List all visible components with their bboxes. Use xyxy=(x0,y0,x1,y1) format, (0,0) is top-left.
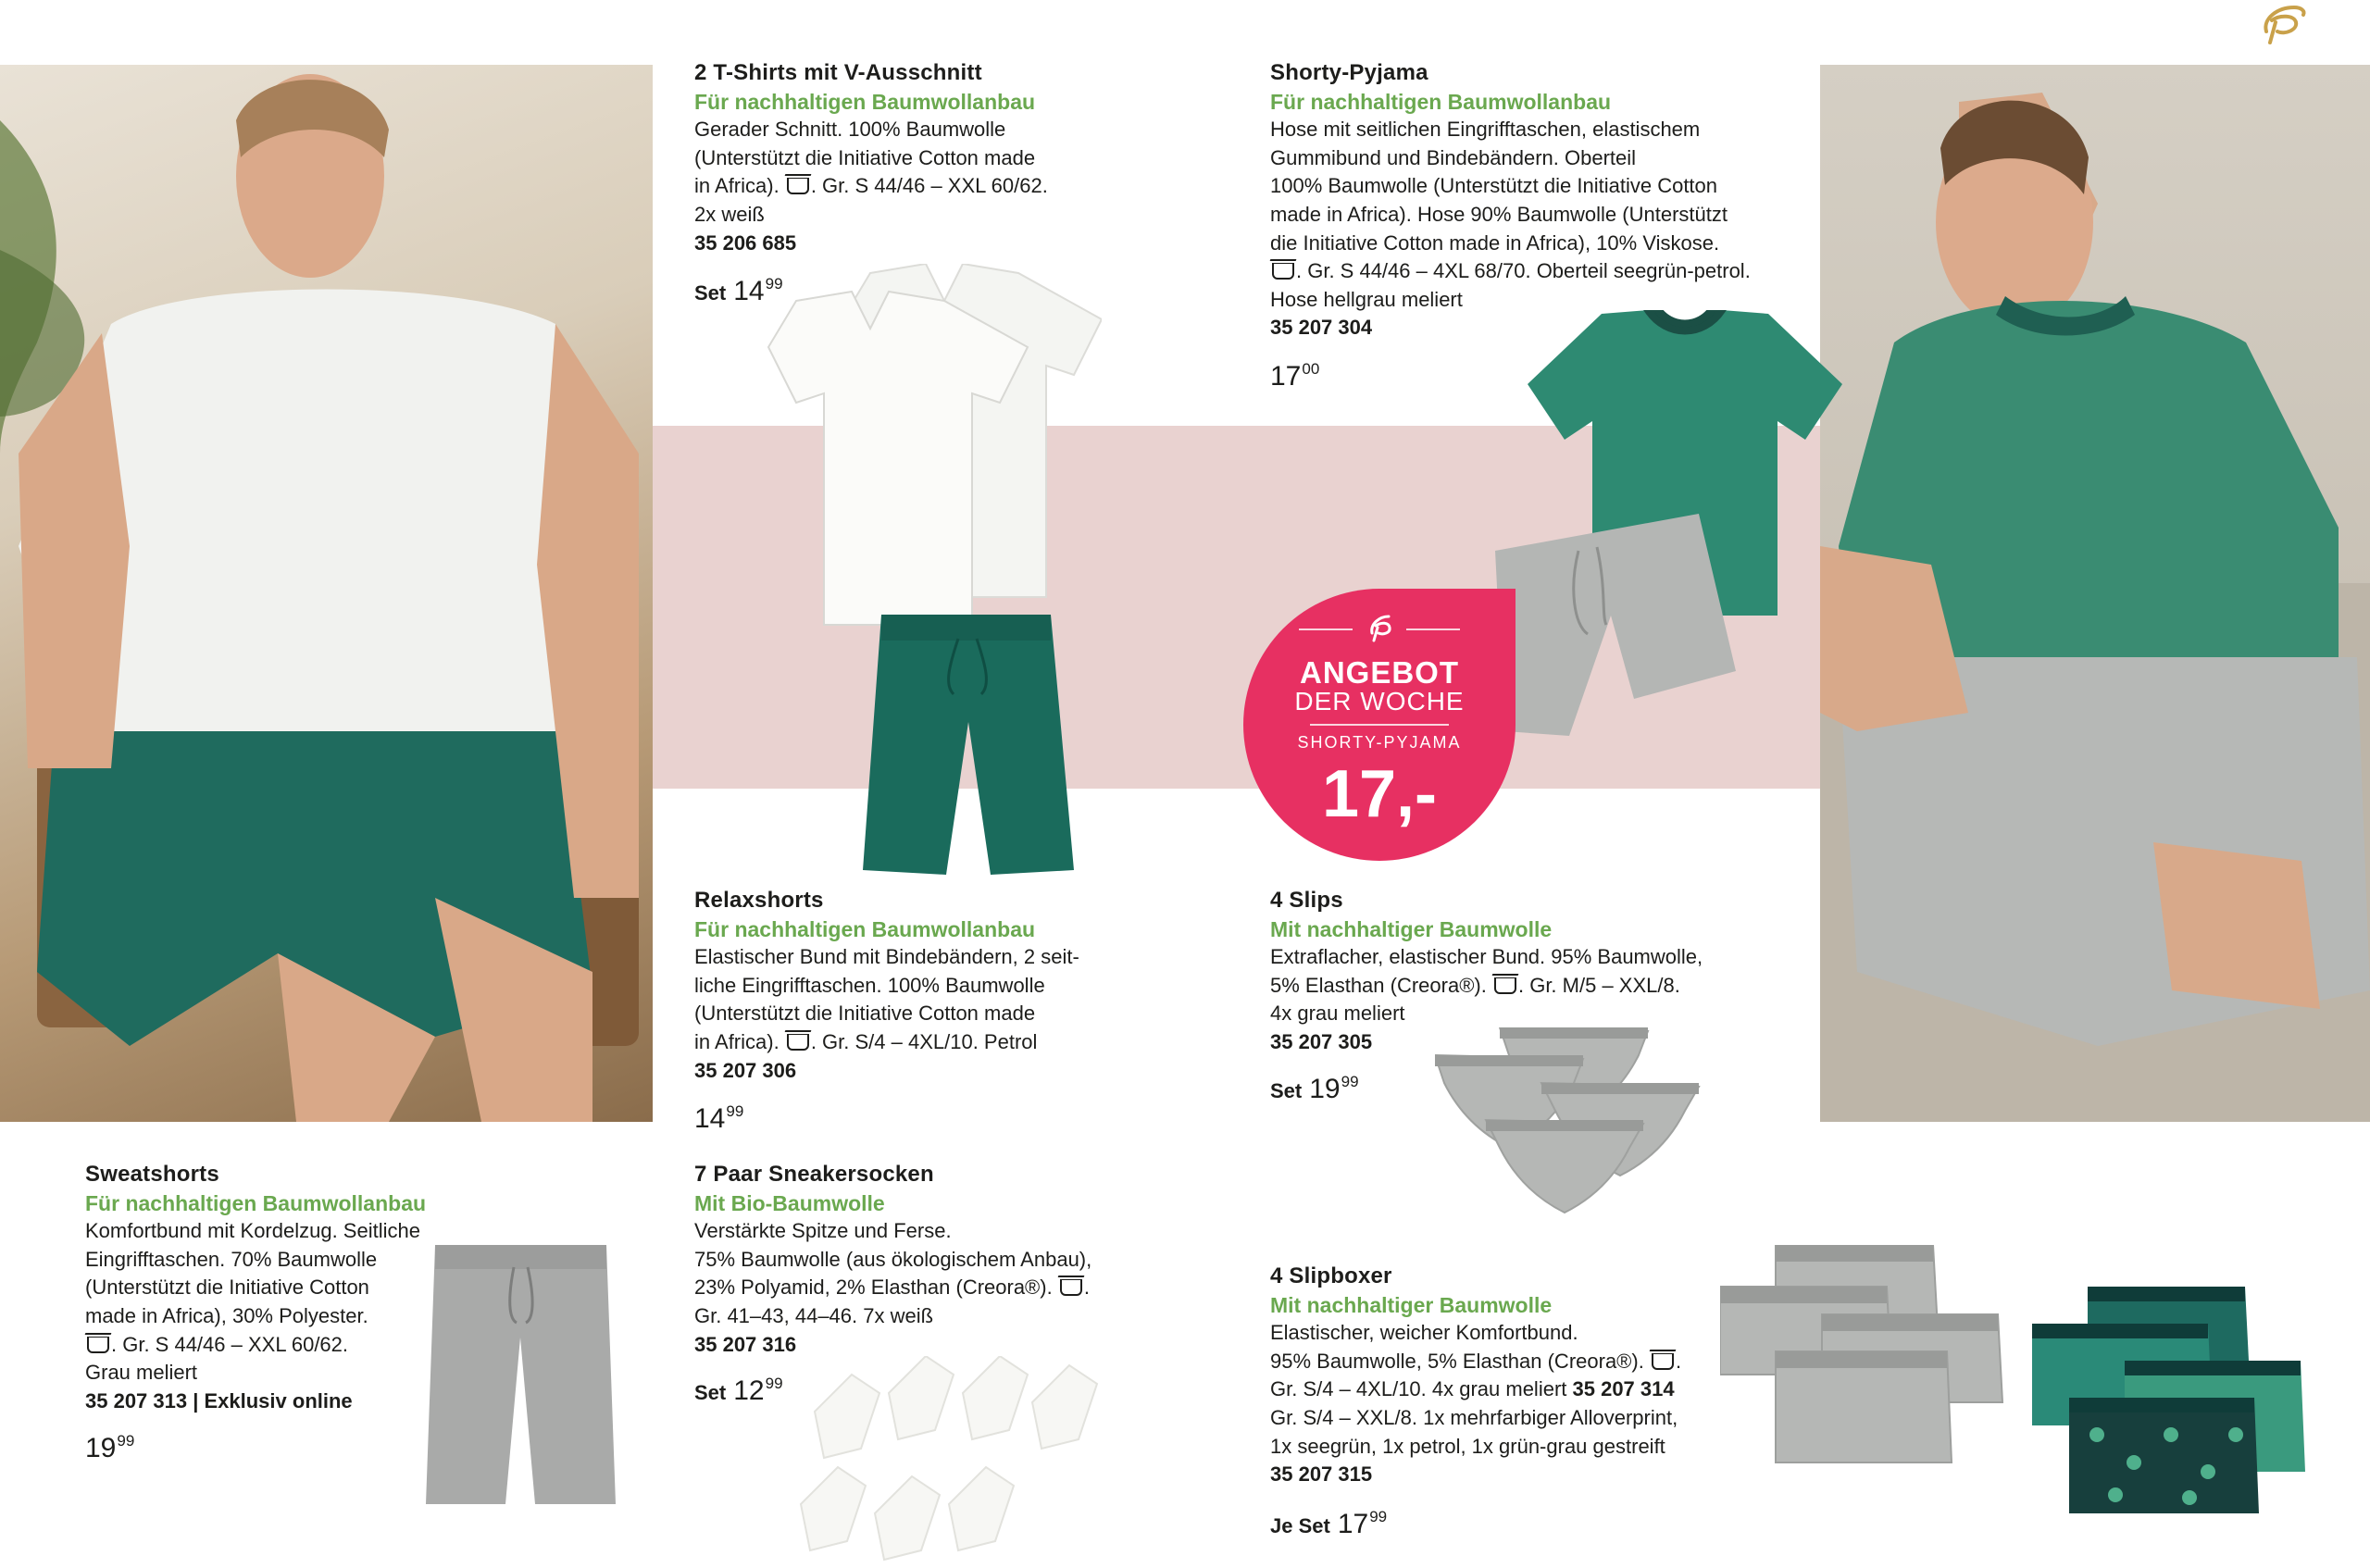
price-tshirts: Set $14^{99}$ xyxy=(694,275,783,306)
badge-divider-right xyxy=(1406,628,1460,630)
article-number: 35 207 306 xyxy=(694,1058,797,1082)
price-pyjama: $17^{00}$ xyxy=(1270,360,1320,392)
product-description: Elastischer Bund mit Bindebändern, 2 seit- liche Eingrifftaschen. 100% Baumwolle (Unterstützt die Initiative Cotton made in Africa). . Gr. S/4 – 4XL/10. Petrol xyxy=(694,945,1079,1053)
price-relaxshorts: $14^{99}$ xyxy=(694,1102,744,1134)
angebot-der-woche-badge[interactable] xyxy=(1243,589,1516,861)
article-number: 35 207 313 | Exklusiv online xyxy=(85,1388,353,1412)
article-number-inline: 35 207 314 xyxy=(1572,1377,1675,1401)
product-sneakersocken xyxy=(694,1161,1091,1359)
price-slips: Set $19^{99}$ xyxy=(1270,1073,1359,1104)
product-tshirts xyxy=(694,59,1048,257)
product-description: Extraflacher, elastischer Bund. 95% Baumwolle, 5% Elasthan (Creora®). . Gr. M/5 – XXL/8. 4x grau meliert xyxy=(1270,945,1703,1026)
badge-subtitle: DER WOCHE xyxy=(1294,687,1465,716)
price-prefix: Je Set xyxy=(1270,1514,1330,1537)
wash-30-icon xyxy=(1060,1279,1082,1296)
relaxshorts-product-image xyxy=(861,611,1074,875)
product-relaxshorts xyxy=(694,887,1079,1085)
wash-30-icon xyxy=(1652,1353,1674,1370)
wash-30-icon xyxy=(787,1034,809,1051)
article-number: 35 207 315 xyxy=(1270,1462,1373,1487)
slips-product-image xyxy=(1435,1027,1703,1240)
price-sweatshorts: $19^{99}$ xyxy=(85,1432,135,1463)
wash-30-icon xyxy=(87,1337,109,1353)
tchibo-logo-icon xyxy=(1366,613,1394,644)
product-slipboxer xyxy=(1270,1263,1681,1489)
product-shorty-pyjama xyxy=(1270,59,1751,342)
wash-30-icon xyxy=(1494,977,1516,994)
wash-30-icon xyxy=(1272,263,1294,280)
product-sweatshorts xyxy=(85,1161,426,1415)
price-prefix: Set xyxy=(1270,1079,1303,1102)
product-description: Hose mit seitlichen Eingrifftaschen, elastischem Gummibund und Bindebändern. Oberteil 100% Baumwolle (Unterstützt die Initiative Cotton made in Africa). Hose 90% Baumwolle (Unterstützt die Initiative Cotton made in Africa), 10% Viskose. . Gr. S 44/46 – 4XL 68/70. Oberteil seegrün-petrol. Hose hellgrau meliert xyxy=(1270,118,1751,311)
price-slipboxer: Je Set $17^{99}$ xyxy=(1270,1508,1388,1539)
article-number: 35 207 305 xyxy=(1270,1029,1373,1053)
product-description: Elastischer, weicher Komfortbund. 95% Baumwolle, 5% Elasthan (Creora®). . Gr. S/4 – 4XL/10. 4x grau meliert 35 207 314 Gr. S/4 – XXL/8. 1x mehrfarbiger Alloverprint, 1x seegrün, 1x petrol, 1x grün-grau gestreift xyxy=(1270,1321,1682,1458)
product-subtitle: Mit nachhaltiger Baumwolle xyxy=(1270,916,1553,941)
product-subtitle: Für nachhaltigen Baumwollanbau xyxy=(694,916,1036,941)
product-description: Komfortbund mit Kordelzug. Seitliche Eingrifftaschen. 70% Baumwolle (Unterstützt die Initiative Cotton made in Africa), 30% Polyester. . Gr. S 44/46 – XXL 60/62. Grau meliert xyxy=(85,1219,420,1385)
product-title: 4 Slips xyxy=(1270,888,1343,913)
product-title: 4 Slipboxer xyxy=(1270,1263,1392,1288)
product-subtitle: Mit Bio-Baumwolle xyxy=(694,1190,885,1215)
model-photo-left xyxy=(0,65,653,1122)
slipboxer-colored-product-image xyxy=(2032,1287,2310,1518)
product-title: 2 T-Shirts mit V-Ausschnitt xyxy=(694,60,982,85)
model-photo-right xyxy=(1820,65,2370,1122)
pyjama-shorts-product-image xyxy=(1495,514,1736,736)
wash-30-icon xyxy=(787,178,809,194)
price-prefix: Set xyxy=(694,281,727,305)
product-title: Sweatshorts xyxy=(85,1162,219,1187)
badge-divider xyxy=(1310,724,1449,726)
tchibo-logo-icon[interactable] xyxy=(2253,0,2309,48)
badge-product-name: SHORTY-PYJAMA xyxy=(1297,733,1462,752)
badge-price: 17,- xyxy=(1321,757,1438,831)
product-description: Verstärkte Spitze und Ferse. 75% Baumwolle (aus ökologischem Anbau), 23% Polyamid, 2% Elasthan (Creora®). . Gr. 41–43, 44–46. 7x weiß xyxy=(694,1219,1092,1327)
product-title: 7 Paar Sneakersocken xyxy=(694,1162,934,1187)
product-slips xyxy=(1270,887,1703,1057)
tshirts-product-image xyxy=(759,264,1102,634)
product-subtitle: Für nachhaltigen Baumwollanbau xyxy=(85,1190,427,1215)
product-title: Shorty-Pyjama xyxy=(1270,60,1428,85)
socks-product-image xyxy=(796,1356,1106,1568)
badge-divider-left xyxy=(1299,628,1353,630)
slipboxer-grey-product-image xyxy=(1720,1245,2009,1472)
article-number: 35 206 685 xyxy=(694,230,797,255)
badge-title: ANGEBOT xyxy=(1300,655,1459,690)
article-number: 35 207 316 xyxy=(694,1332,797,1356)
price-prefix: Set xyxy=(694,1381,727,1404)
product-subtitle: Für nachhaltigen Baumwollanbau xyxy=(694,89,1036,114)
price-socks: Set $12^{99}$ xyxy=(694,1375,783,1406)
product-title: Relaxshorts xyxy=(694,888,824,913)
product-description: Gerader Schnitt. 100% Baumwolle (Unterstützt die Initiative Cotton made in Africa). . Gr. S 44/46 – XXL 60/62. 2x weiß xyxy=(694,118,1048,226)
sweatshorts-product-image xyxy=(426,1245,616,1504)
article-number: 35 207 304 xyxy=(1270,316,1373,340)
product-subtitle: Für nachhaltigen Baumwollanbau xyxy=(1270,89,1612,114)
product-subtitle: Mit nachhaltiger Baumwolle xyxy=(1270,1292,1553,1317)
